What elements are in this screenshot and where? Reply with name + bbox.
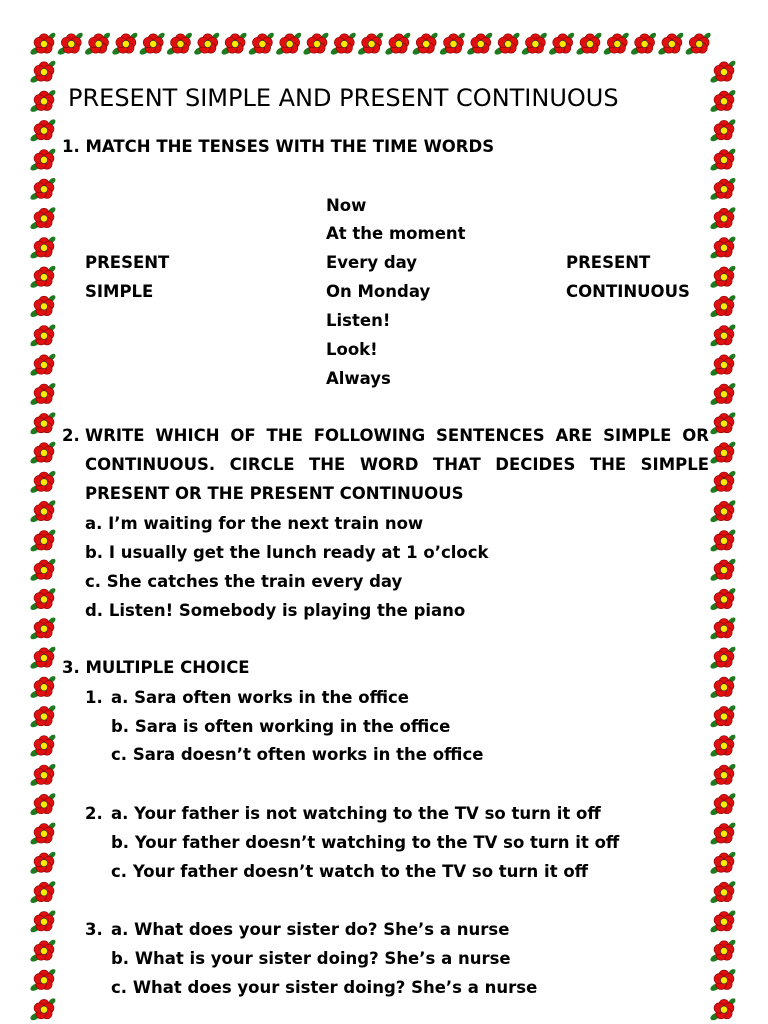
flower-icon [29,60,57,85]
flower-icon [29,206,57,231]
option-text: What is your sister doing? She’s a nurse [134,949,511,968]
flower-icon [709,499,737,524]
option-label: c. [111,978,128,997]
flower-icon [138,32,166,57]
flower-icon [709,587,737,612]
flower-icon [29,733,57,758]
time-word: Look! [326,340,378,359]
flower-icon [29,880,57,905]
flower-icon [29,294,57,319]
flower-icon [709,939,737,964]
flower-icon [29,616,57,641]
option-text: Sara is often working in the office [134,717,451,736]
flower-icon [29,792,57,817]
flower-icon [709,294,737,319]
option-label: c. [111,862,128,881]
flower-icon [709,733,737,758]
sentence-a: a. I’m waiting for the next train now [85,514,424,533]
section3-heading: 3. MULTIPLE CHOICE [62,658,250,677]
sentence-b: b. I usually get the lunch ready at 1 o’clock [85,543,489,562]
option-text: Your father doesn’t watch to the TV so turn it off [132,862,589,881]
flower-icon [493,32,521,57]
flower-icon [466,32,494,57]
flower-icon [29,646,57,671]
flower-icon [657,32,685,57]
option [111,862,588,881]
flower-icon [548,32,576,57]
option [111,745,483,764]
question-number: 3. [85,920,103,939]
time-word: Now [326,196,367,215]
flower-icon [384,32,412,57]
flower-icon [709,675,737,700]
flower-icon [111,32,139,57]
option-label: b. [111,949,130,968]
option-label: a. [111,804,129,823]
flower-icon [29,558,57,583]
question-number: 2. [85,804,103,823]
flower-icon [56,32,84,57]
question-1 [85,688,409,707]
flower-icon [709,792,737,817]
flower-icon [29,118,57,143]
option-text: Sara doesn’t often works in the office [132,745,484,764]
flower-icon [630,32,658,57]
option-label: c. [111,745,128,764]
flower-icon [29,382,57,407]
flower-icon [709,821,737,846]
question-2 [85,804,601,823]
flower-icon [29,821,57,846]
flower-icon [302,32,330,57]
flower-icon [29,89,57,114]
flower-icon [29,499,57,524]
flower-icon [29,147,57,172]
flower-icon [29,968,57,993]
question-3 [85,920,509,939]
flower-icon [602,32,630,57]
flower-icon [709,851,737,876]
option-text: What does your sister do? She’s a nurse [134,920,510,939]
flower-icon [709,440,737,465]
flower-icon [84,32,112,57]
flower-icon [29,763,57,788]
flower-icon [29,353,57,378]
flower-icon [29,587,57,612]
flower-icon [709,704,737,729]
flower-icon [29,177,57,202]
flower-icon [29,851,57,876]
flower-icon [709,880,737,905]
flower-icon [29,265,57,290]
option-label: a. [111,920,129,939]
flower-icon [709,89,737,114]
flower-icon [709,118,737,143]
flower-icon [29,411,57,436]
flower-icon [709,968,737,993]
present-continuous-label-line1: PRESENT [566,253,651,272]
option [111,833,619,852]
present-continuous-label-line2: CONTINUOUS [566,282,690,301]
flower-icon [709,323,737,348]
time-word: Listen! [326,311,391,330]
flower-icon [29,704,57,729]
time-word: At the moment [326,224,466,243]
section1-heading: 1. MATCH THE TENSES WITH THE TIME WORDS [62,137,495,156]
flower-icon [709,60,737,85]
flower-icon [29,323,57,348]
instruction-line: CONTINUOUS. CIRCLE THE WORD THAT DECIDES THE SIMPLE [85,455,709,474]
flower-icon [29,909,57,934]
time-word: On Monday [326,282,431,301]
flower-icon [248,32,276,57]
option [111,949,511,968]
option-label: a. [111,688,129,707]
flower-icon [29,235,57,260]
flower-icon [709,235,737,260]
flower-icon [29,32,57,57]
flower-icon [275,32,303,57]
flower-icon [439,32,467,57]
flower-icon [709,616,737,641]
present-simple-label-line2: SIMPLE [85,282,154,301]
flower-icon [575,32,603,57]
section2-instructions [85,426,709,516]
sentence-d: d. Listen! Somebody is playing the piano [85,601,466,620]
time-word: Always [326,369,391,388]
flower-icon [709,353,737,378]
flower-icon [411,32,439,57]
option-text: Your father is not watching to the TV so turn it off [134,804,601,823]
flower-icon [220,32,248,57]
flower-icon [29,440,57,465]
flower-icon [193,32,221,57]
flower-icon [709,206,737,231]
flower-icon [29,939,57,964]
flower-icon [684,32,712,57]
instruction-line: WRITE WHICH OF THE FOLLOWING SENTENCES ARE SIMPLE OR [85,426,709,445]
flower-icon [709,646,737,671]
option-text: Sara often works in the office [134,688,409,707]
flower-icon [29,528,57,553]
flower-icon [709,558,737,583]
option-label: b. [111,717,130,736]
flower-icon [329,32,357,57]
option [111,978,537,997]
flower-icon [709,909,737,934]
option-label: b. [111,833,130,852]
flower-icon [29,675,57,700]
flower-icon [29,997,57,1022]
flower-icon [709,147,737,172]
flower-icon [709,470,737,495]
flower-icon [521,32,549,57]
page-title: PRESENT SIMPLE AND PRESENT CONTINUOUS [68,84,619,112]
flower-icon [29,470,57,495]
section2-number: 2. [62,426,80,445]
flower-icon [709,177,737,202]
flower-icon [709,997,737,1022]
flower-icon [709,265,737,290]
flower-icon [709,382,737,407]
option [111,717,450,736]
option-text: Your father doesn’t watching to the TV so turn it off [134,833,620,852]
instruction-line: PRESENT OR THE PRESENT CONTINUOUS [85,484,464,503]
sentence-c: c. She catches the train every day [85,572,403,591]
flower-icon [357,32,385,57]
present-simple-label-line1: PRESENT [85,253,170,272]
flower-icon [166,32,194,57]
flower-icon [709,411,737,436]
flower-icon [709,528,737,553]
time-word: Every day [326,253,418,272]
option-text: What does your sister doing? She’s a nurse [132,978,538,997]
flower-icon [709,763,737,788]
question-number: 1. [85,688,103,707]
